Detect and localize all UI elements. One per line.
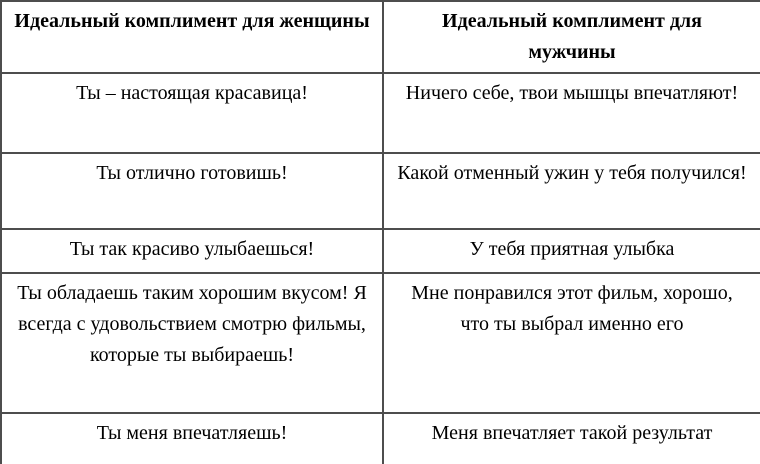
table-row bbox=[1, 413, 760, 464]
cell-woman-compliment: Ты так красиво улыбаешься! bbox=[1, 229, 383, 273]
table-row bbox=[1, 229, 760, 273]
header-cell-compliment-for-man: Идеальный комплимент для мужчины bbox=[383, 1, 760, 73]
cell-man-compliment: Мне понравился этот фильм, хорошо, что ты выбрал именно его bbox=[383, 273, 760, 413]
cell-woman-compliment: Ты обладаешь таким хорошим вкусом! Я всегда с удовольствием смотрю фильмы, которые ты выбираешь! bbox=[1, 273, 383, 413]
table-row bbox=[1, 273, 760, 413]
header-cell-compliment-for-woman: Идеальный комплимент для женщины bbox=[1, 1, 383, 73]
cell-woman-compliment: Ты меня впечатляешь! bbox=[1, 413, 383, 464]
cell-man-compliment: Ничего себе, твои мышцы впечатляют! bbox=[383, 73, 760, 153]
header-row bbox=[1, 1, 760, 73]
table-row bbox=[1, 73, 760, 153]
cell-woman-compliment: Ты – настоящая красавица! bbox=[1, 73, 383, 153]
cell-man-compliment: Меня впечатляет такой результат bbox=[383, 413, 760, 464]
cell-man-compliment: У тебя приятная улыбка bbox=[383, 229, 760, 273]
cell-woman-compliment: Ты отлично готовишь! bbox=[1, 153, 383, 229]
table-row bbox=[1, 153, 760, 229]
cell-man-compliment: Какой отменный ужин у тебя получился! bbox=[383, 153, 760, 229]
